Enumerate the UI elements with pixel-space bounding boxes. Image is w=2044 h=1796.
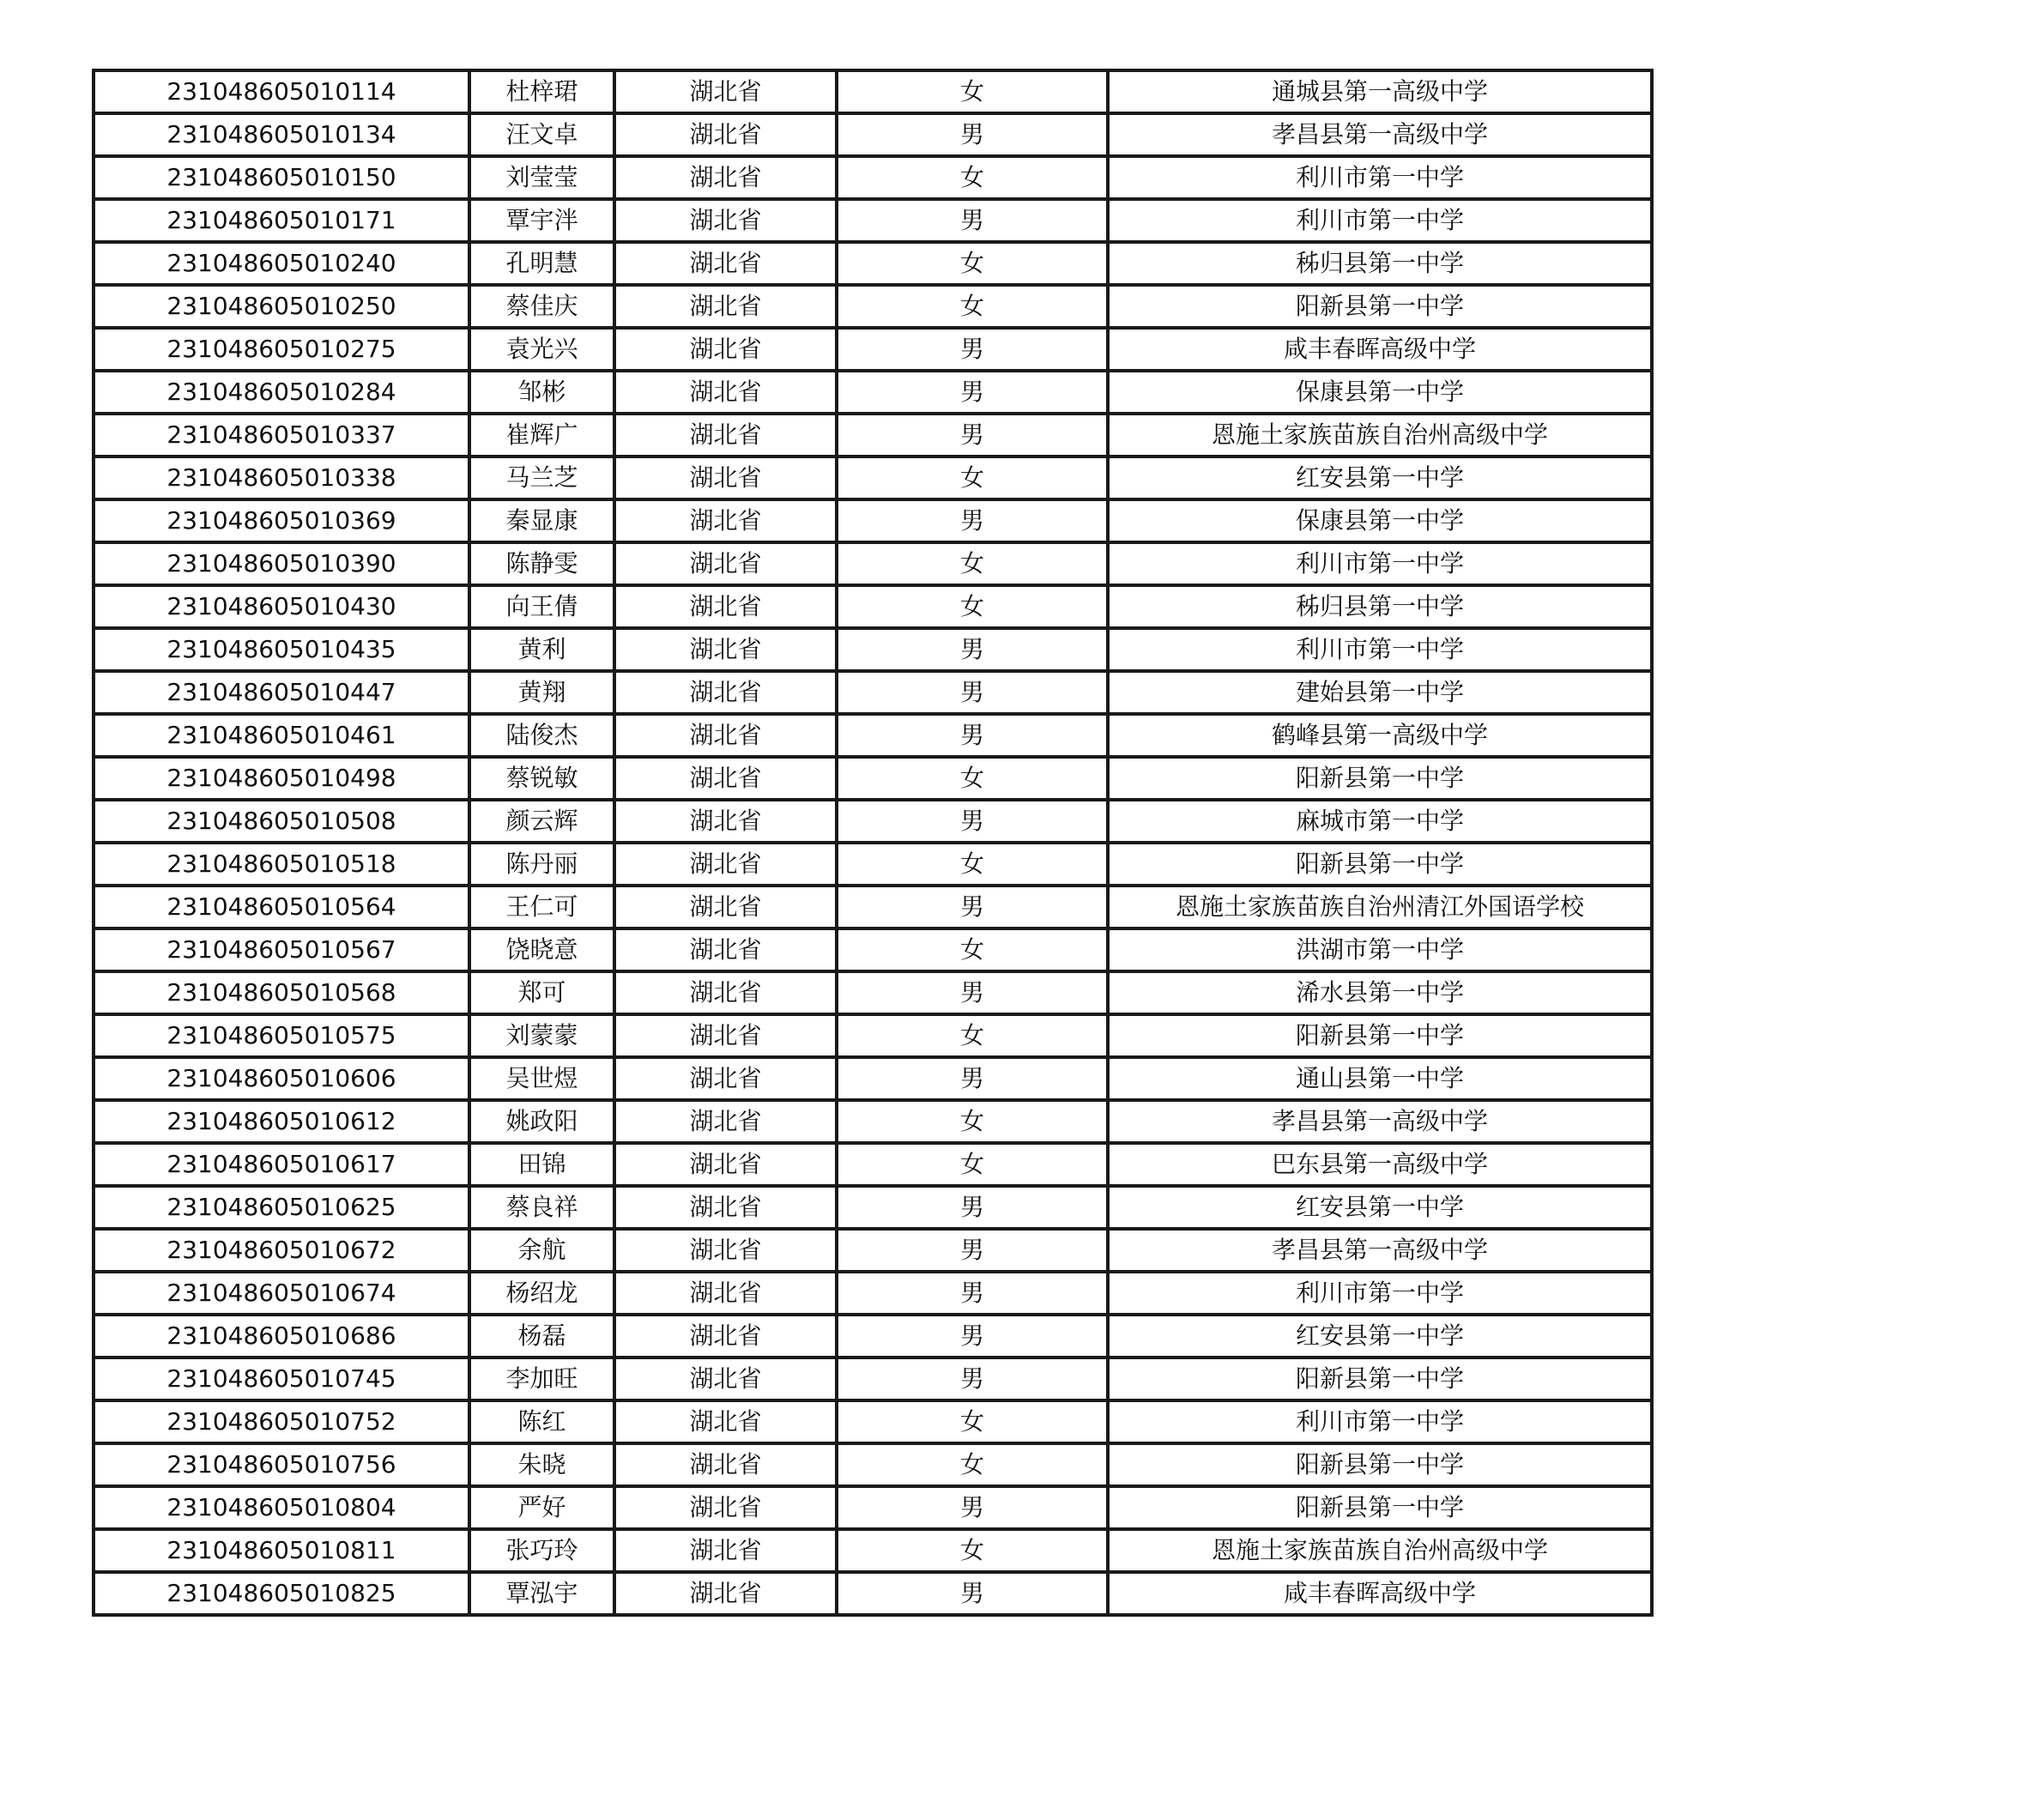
province-cell: 湖北省	[614, 1529, 837, 1572]
province-cell: 湖北省	[614, 757, 837, 800]
province-cell: 湖北省	[614, 242, 837, 285]
candidate-number-cell: 231048605010804	[94, 1486, 469, 1529]
table-row	[94, 1057, 1652, 1100]
candidate-number-cell: 231048605010811	[94, 1529, 469, 1572]
school-cell: 阳新县第一中学	[1108, 1358, 1652, 1400]
candidate-number-cell: 231048605010518	[94, 843, 469, 886]
name-cell: 向王倩	[469, 585, 614, 628]
name-cell: 田锦	[469, 1143, 614, 1186]
candidate-number-cell: 231048605010498	[94, 757, 469, 800]
gender-cell: 男	[837, 1186, 1108, 1229]
candidate-number-cell: 231048605010567	[94, 928, 469, 971]
province-cell: 湖北省	[614, 285, 837, 328]
school-cell: 红安县第一中学	[1108, 457, 1652, 499]
province-cell: 湖北省	[614, 928, 837, 971]
gender-cell: 男	[837, 1315, 1108, 1358]
province-cell: 湖北省	[614, 1014, 837, 1057]
table-row	[94, 199, 1652, 242]
table-row	[94, 757, 1652, 800]
table-row	[94, 1315, 1652, 1358]
name-cell: 崔辉广	[469, 414, 614, 457]
name-cell: 严好	[469, 1486, 614, 1529]
province-cell: 湖北省	[614, 1057, 837, 1100]
candidate-number-cell: 231048605010134	[94, 113, 469, 156]
candidate-number-cell: 231048605010825	[94, 1572, 469, 1615]
province-cell: 湖北省	[614, 800, 837, 843]
gender-cell: 女	[837, 585, 1108, 628]
gender-cell: 女	[837, 1014, 1108, 1057]
table-row	[94, 800, 1652, 843]
table-row	[94, 457, 1652, 499]
name-cell: 饶晓意	[469, 928, 614, 971]
student-roster-table	[92, 69, 1654, 1617]
gender-cell: 男	[837, 1358, 1108, 1400]
school-cell: 利川市第一中学	[1108, 156, 1652, 199]
candidate-number-cell: 231048605010114	[94, 70, 469, 113]
gender-cell: 女	[837, 285, 1108, 328]
candidate-number-cell: 231048605010430	[94, 585, 469, 628]
school-cell: 利川市第一中学	[1108, 1272, 1652, 1315]
gender-cell: 女	[837, 1143, 1108, 1186]
name-cell: 朱晓	[469, 1443, 614, 1486]
candidate-number-cell: 231048605010612	[94, 1100, 469, 1143]
name-cell: 孔明慧	[469, 242, 614, 285]
name-cell: 陈丹丽	[469, 843, 614, 886]
school-cell: 恩施土家族苗族自治州清江外国语学校	[1108, 886, 1652, 928]
province-cell: 湖北省	[614, 1400, 837, 1443]
gender-cell: 女	[837, 70, 1108, 113]
name-cell: 刘莹莹	[469, 156, 614, 199]
table-row	[94, 1443, 1652, 1486]
school-cell: 利川市第一中学	[1108, 542, 1652, 585]
name-cell: 陈静雯	[469, 542, 614, 585]
school-cell: 孝昌县第一高级中学	[1108, 113, 1652, 156]
candidate-number-cell: 231048605010564	[94, 886, 469, 928]
province-cell: 湖北省	[614, 585, 837, 628]
gender-cell: 男	[837, 628, 1108, 671]
candidate-number-cell: 231048605010606	[94, 1057, 469, 1100]
name-cell: 杜梓珺	[469, 70, 614, 113]
table-row	[94, 585, 1652, 628]
gender-cell: 女	[837, 1400, 1108, 1443]
table-row	[94, 1486, 1652, 1529]
table-row	[94, 1186, 1652, 1229]
candidate-number-cell: 231048605010672	[94, 1229, 469, 1272]
province-cell: 湖北省	[614, 457, 837, 499]
province-cell: 湖北省	[614, 628, 837, 671]
gender-cell: 女	[837, 242, 1108, 285]
gender-cell: 女	[837, 1100, 1108, 1143]
candidate-number-cell: 231048605010461	[94, 714, 469, 757]
province-cell: 湖北省	[614, 1486, 837, 1529]
gender-cell: 女	[837, 757, 1108, 800]
candidate-number-cell: 231048605010447	[94, 671, 469, 714]
province-cell: 湖北省	[614, 1572, 837, 1615]
province-cell: 湖北省	[614, 1443, 837, 1486]
table-row	[94, 1358, 1652, 1400]
candidate-number-cell: 231048605010508	[94, 800, 469, 843]
gender-cell: 女	[837, 843, 1108, 886]
school-cell: 鹤峰县第一高级中学	[1108, 714, 1652, 757]
province-cell: 湖北省	[614, 1186, 837, 1229]
candidate-number-cell: 231048605010250	[94, 285, 469, 328]
name-cell: 刘蒙蒙	[469, 1014, 614, 1057]
name-cell: 李加旺	[469, 1358, 614, 1400]
name-cell: 余航	[469, 1229, 614, 1272]
gender-cell: 男	[837, 714, 1108, 757]
province-cell: 湖北省	[614, 70, 837, 113]
table-row	[94, 843, 1652, 886]
candidate-number-cell: 231048605010390	[94, 542, 469, 585]
name-cell: 王仁可	[469, 886, 614, 928]
province-cell: 湖北省	[614, 371, 837, 414]
province-cell: 湖北省	[614, 1100, 837, 1143]
name-cell: 黄翔	[469, 671, 614, 714]
table-row	[94, 70, 1652, 113]
table-row	[94, 156, 1652, 199]
school-cell: 麻城市第一中学	[1108, 800, 1652, 843]
table-row	[94, 628, 1652, 671]
school-cell: 利川市第一中学	[1108, 199, 1652, 242]
candidate-number-cell: 231048605010575	[94, 1014, 469, 1057]
candidate-number-cell: 231048605010337	[94, 414, 469, 457]
school-cell: 恩施土家族苗族自治州高级中学	[1108, 414, 1652, 457]
gender-cell: 男	[837, 886, 1108, 928]
table-row	[94, 886, 1652, 928]
candidate-number-cell: 231048605010686	[94, 1315, 469, 1358]
candidate-number-cell: 231048605010150	[94, 156, 469, 199]
table-row	[94, 113, 1652, 156]
candidate-number-cell: 231048605010745	[94, 1358, 469, 1400]
province-cell: 湖北省	[614, 199, 837, 242]
candidate-number-cell: 231048605010752	[94, 1400, 469, 1443]
table-row	[94, 371, 1652, 414]
candidate-number-cell: 231048605010756	[94, 1443, 469, 1486]
province-cell: 湖北省	[614, 156, 837, 199]
candidate-number-cell: 231048605010435	[94, 628, 469, 671]
school-cell: 孝昌县第一高级中学	[1108, 1100, 1652, 1143]
name-cell: 蔡佳庆	[469, 285, 614, 328]
school-cell: 阳新县第一中学	[1108, 1014, 1652, 1057]
school-cell: 通山县第一中学	[1108, 1057, 1652, 1100]
name-cell: 郑可	[469, 971, 614, 1014]
name-cell: 陈红	[469, 1400, 614, 1443]
name-cell: 汪文卓	[469, 113, 614, 156]
school-cell: 利川市第一中学	[1108, 1400, 1652, 1443]
gender-cell: 女	[837, 457, 1108, 499]
school-cell: 阳新县第一中学	[1108, 843, 1652, 886]
province-cell: 湖北省	[614, 843, 837, 886]
table-body	[94, 70, 1652, 1615]
school-cell: 利川市第一中学	[1108, 628, 1652, 671]
table-row	[94, 671, 1652, 714]
table-row	[94, 928, 1652, 971]
school-cell: 阳新县第一中学	[1108, 1486, 1652, 1529]
table-row	[94, 1229, 1652, 1272]
name-cell: 蔡锐敏	[469, 757, 614, 800]
gender-cell: 男	[837, 499, 1108, 542]
school-cell: 通城县第一高级中学	[1108, 70, 1652, 113]
candidate-number-cell: 231048605010338	[94, 457, 469, 499]
province-cell: 湖北省	[614, 971, 837, 1014]
province-cell: 湖北省	[614, 1358, 837, 1400]
name-cell: 覃泓宇	[469, 1572, 614, 1615]
candidate-number-cell: 231048605010171	[94, 199, 469, 242]
province-cell: 湖北省	[614, 1143, 837, 1186]
table-row	[94, 1100, 1652, 1143]
name-cell: 吴世煜	[469, 1057, 614, 1100]
candidate-number-cell: 231048605010275	[94, 328, 469, 371]
gender-cell: 女	[837, 542, 1108, 585]
table-row	[94, 1272, 1652, 1315]
gender-cell: 女	[837, 1443, 1108, 1486]
name-cell: 颜云辉	[469, 800, 614, 843]
school-cell: 阳新县第一中学	[1108, 285, 1652, 328]
gender-cell: 男	[837, 371, 1108, 414]
name-cell: 秦显康	[469, 499, 614, 542]
table-row	[94, 1400, 1652, 1443]
name-cell: 陆俊杰	[469, 714, 614, 757]
gender-cell: 男	[837, 671, 1108, 714]
school-cell: 巴东县第一高级中学	[1108, 1143, 1652, 1186]
candidate-number-cell: 231048605010625	[94, 1186, 469, 1229]
name-cell: 邹彬	[469, 371, 614, 414]
name-cell: 黄利	[469, 628, 614, 671]
province-cell: 湖北省	[614, 542, 837, 585]
school-cell: 阳新县第一中学	[1108, 757, 1652, 800]
name-cell: 姚政阳	[469, 1100, 614, 1143]
gender-cell: 男	[837, 1572, 1108, 1615]
school-cell: 秭归县第一中学	[1108, 242, 1652, 285]
candidate-number-cell: 231048605010674	[94, 1272, 469, 1315]
gender-cell: 男	[837, 971, 1108, 1014]
name-cell: 杨绍龙	[469, 1272, 614, 1315]
school-cell: 咸丰春晖高级中学	[1108, 1572, 1652, 1615]
document-page	[92, 69, 1650, 1617]
name-cell: 杨磊	[469, 1315, 614, 1358]
gender-cell: 男	[837, 1272, 1108, 1315]
table-row	[94, 971, 1652, 1014]
province-cell: 湖北省	[614, 113, 837, 156]
school-cell: 红安县第一中学	[1108, 1186, 1652, 1229]
school-cell: 建始县第一中学	[1108, 671, 1652, 714]
table-row	[94, 1572, 1652, 1615]
name-cell: 张巧玲	[469, 1529, 614, 1572]
table-row	[94, 328, 1652, 371]
province-cell: 湖北省	[614, 886, 837, 928]
school-cell: 秭归县第一中学	[1108, 585, 1652, 628]
province-cell: 湖北省	[614, 1315, 837, 1358]
school-cell: 红安县第一中学	[1108, 1315, 1652, 1358]
candidate-number-cell: 231048605010284	[94, 371, 469, 414]
candidate-number-cell: 231048605010617	[94, 1143, 469, 1186]
table-row	[94, 1014, 1652, 1057]
candidate-number-cell: 231048605010240	[94, 242, 469, 285]
school-cell: 阳新县第一中学	[1108, 1443, 1652, 1486]
gender-cell: 男	[837, 1057, 1108, 1100]
school-cell: 恩施土家族苗族自治州高级中学	[1108, 1529, 1652, 1572]
name-cell: 袁光兴	[469, 328, 614, 371]
table-row	[94, 499, 1652, 542]
name-cell: 马兰芝	[469, 457, 614, 499]
province-cell: 湖北省	[614, 1229, 837, 1272]
school-cell: 保康县第一中学	[1108, 499, 1652, 542]
school-cell: 保康县第一中学	[1108, 371, 1652, 414]
gender-cell: 男	[837, 1486, 1108, 1529]
gender-cell: 女	[837, 156, 1108, 199]
gender-cell: 男	[837, 328, 1108, 371]
province-cell: 湖北省	[614, 671, 837, 714]
table-row	[94, 1529, 1652, 1572]
gender-cell: 男	[837, 199, 1108, 242]
province-cell: 湖北省	[614, 414, 837, 457]
name-cell: 覃宇泮	[469, 199, 614, 242]
school-cell: 孝昌县第一高级中学	[1108, 1229, 1652, 1272]
province-cell: 湖北省	[614, 714, 837, 757]
school-cell: 浠水县第一中学	[1108, 971, 1652, 1014]
table-row	[94, 714, 1652, 757]
province-cell: 湖北省	[614, 1272, 837, 1315]
table-row	[94, 542, 1652, 585]
school-cell: 洪湖市第一中学	[1108, 928, 1652, 971]
table-row	[94, 242, 1652, 285]
gender-cell: 女	[837, 928, 1108, 971]
gender-cell: 女	[837, 1529, 1108, 1572]
gender-cell: 男	[837, 113, 1108, 156]
candidate-number-cell: 231048605010568	[94, 971, 469, 1014]
gender-cell: 男	[837, 800, 1108, 843]
name-cell: 蔡良祥	[469, 1186, 614, 1229]
province-cell: 湖北省	[614, 328, 837, 371]
gender-cell: 男	[837, 414, 1108, 457]
table-row	[94, 1143, 1652, 1186]
province-cell: 湖北省	[614, 499, 837, 542]
table-row	[94, 285, 1652, 328]
gender-cell: 男	[837, 1229, 1108, 1272]
table-row	[94, 414, 1652, 457]
candidate-number-cell: 231048605010369	[94, 499, 469, 542]
school-cell: 咸丰春晖高级中学	[1108, 328, 1652, 371]
